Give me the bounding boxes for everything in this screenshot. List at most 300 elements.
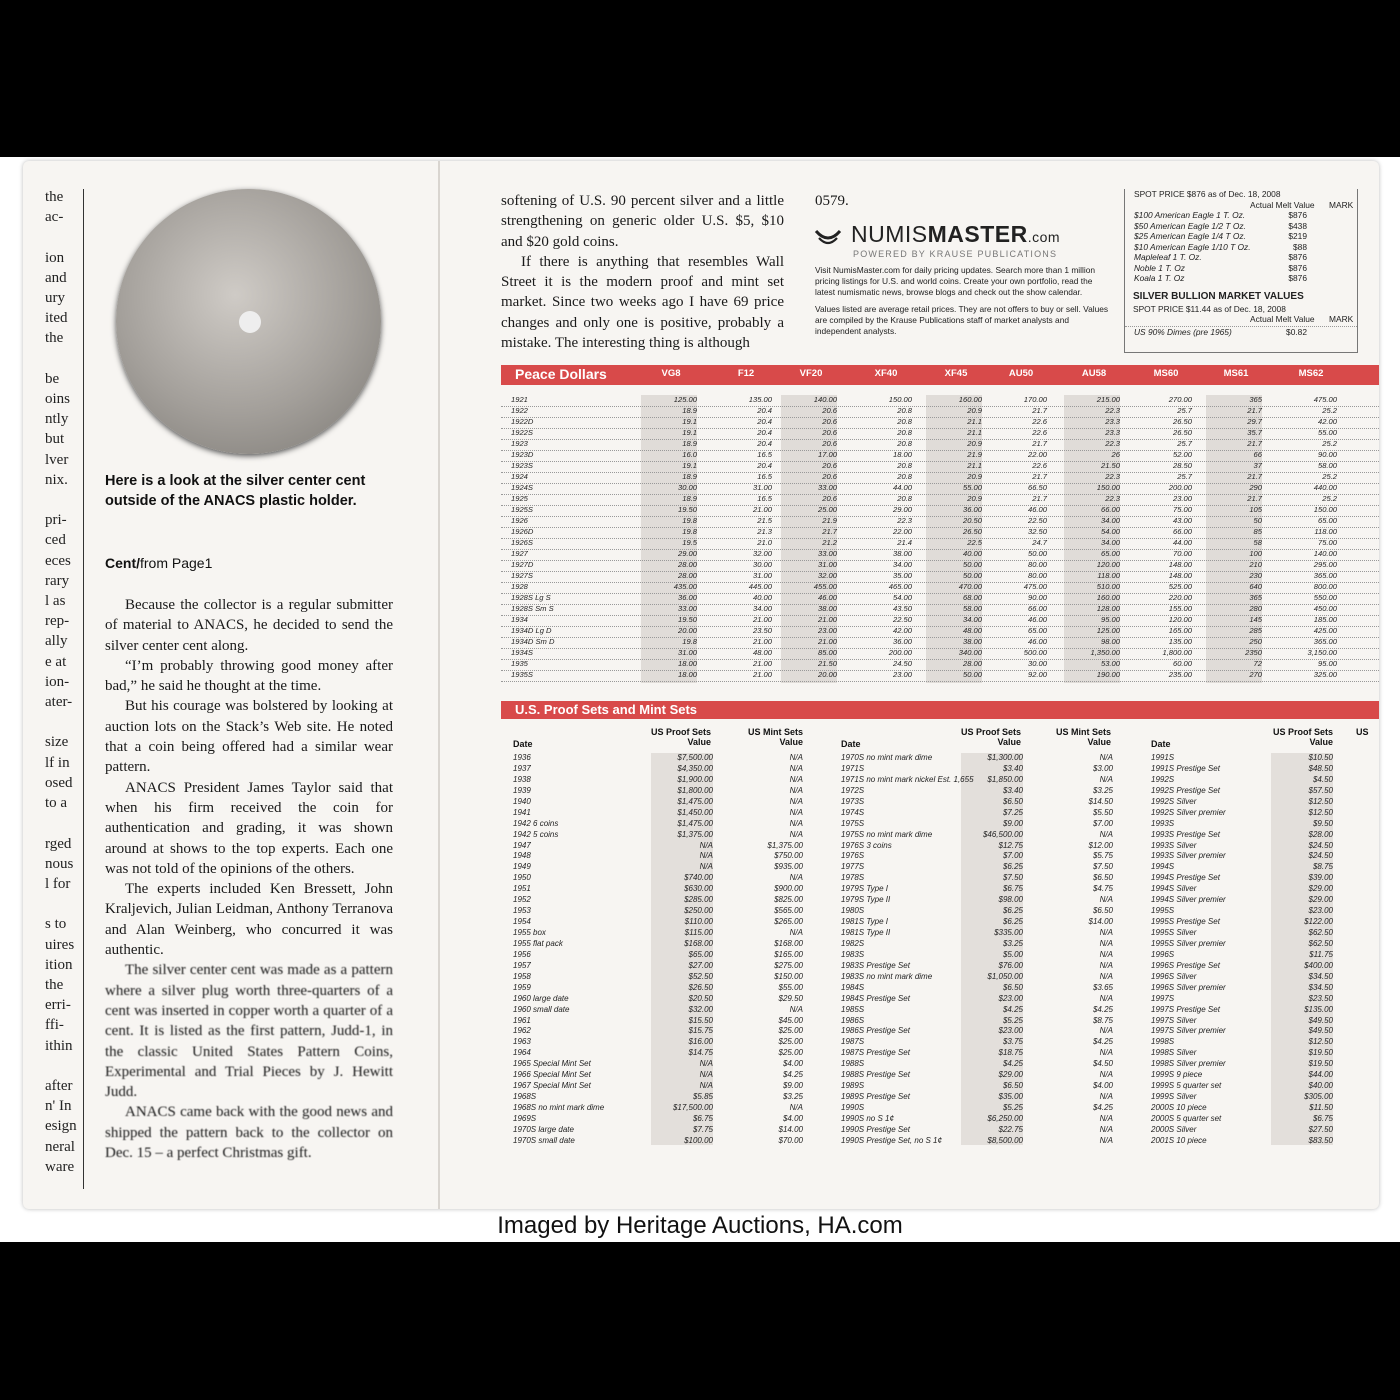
peace-dollar-value: 26.50 bbox=[1172, 417, 1192, 426]
peace-dollar-value: 32.50 bbox=[1027, 527, 1047, 536]
proof-set-value: $83.50 bbox=[1308, 1135, 1333, 1145]
proof-set-value: $57.50 bbox=[1308, 785, 1333, 795]
peace-dollar-date: 1934S bbox=[511, 648, 533, 657]
peace-dollar-value: 22.3 bbox=[1105, 472, 1120, 481]
proof-set-date: 1968S bbox=[513, 1092, 537, 1102]
bullion-label: Mapleleaf 1 T. Oz. bbox=[1134, 252, 1202, 262]
market-paragraph: softening of U.S. 90 percent silver and a little strengthening on generic older U.S. $5, $10 and $20 gold coins. bbox=[501, 193, 784, 250]
peace-dollar-date: 1928S Sm S bbox=[511, 604, 554, 613]
peace-dollar-date: 1935S bbox=[511, 670, 533, 679]
peace-dollar-value: 30.00 bbox=[1027, 659, 1047, 668]
peace-dollar-value: 20.8 bbox=[897, 428, 912, 437]
proof-set-date: 1996S Prestige Set bbox=[1151, 960, 1220, 970]
bullion-label: Koala 1 T. Oz bbox=[1134, 273, 1185, 283]
peace-dollar-value: 66.00 bbox=[1100, 505, 1120, 514]
peace-dollar-value: 20.8 bbox=[897, 417, 912, 426]
edge-fragment: the bbox=[45, 330, 64, 347]
mint-set-value: N/A bbox=[1099, 895, 1113, 905]
peace-dollar-value: 20.4 bbox=[757, 428, 772, 437]
proof-set-value: $12.50 bbox=[1308, 796, 1333, 806]
peace-dollar-value: 470.00 bbox=[958, 582, 982, 591]
edge-fragment bbox=[45, 1056, 81, 1076]
proof-set-date: 1952 bbox=[513, 895, 531, 905]
proof-set-date: 1995S Silver premier bbox=[1151, 938, 1226, 948]
proof-set-date: 1956 bbox=[513, 949, 531, 959]
mint-set-value: $5.75 bbox=[1092, 851, 1113, 861]
proof-set-value: $15.50 bbox=[688, 1015, 713, 1025]
mint-set-value: $8.75 bbox=[1092, 1015, 1113, 1025]
peace-dollar-value: 340.00 bbox=[958, 648, 982, 657]
phone-fragment: 0579. bbox=[815, 193, 849, 209]
peace-dollar-value: 20.6 bbox=[822, 417, 837, 426]
peace-dollar-value: 31.00 bbox=[677, 648, 697, 657]
mint-set-value: $935.00 bbox=[774, 862, 803, 872]
peace-dollar-value: 2350 bbox=[1245, 648, 1262, 657]
peace-dollar-value: 525.00 bbox=[1168, 582, 1192, 591]
melt-header-row bbox=[1125, 314, 1357, 325]
proof-set-value: $11.50 bbox=[1309, 1103, 1333, 1112]
proof-set-date: 1940 bbox=[513, 796, 531, 806]
peace-dollar-value: 455.00 bbox=[813, 582, 837, 591]
edge-fragment: be bbox=[45, 370, 60, 387]
peace-dollar-value: 98.00 bbox=[1100, 637, 1120, 646]
edge-fragment: ater- bbox=[45, 694, 73, 711]
proof-set-value: $4.50 bbox=[1312, 774, 1333, 784]
peace-dollar-value: 85.00 bbox=[817, 648, 837, 657]
edge-fragment: ffi- bbox=[45, 1017, 64, 1034]
peace-dollar-value: 21.1 bbox=[967, 461, 982, 470]
mint-set-value: $4.75 bbox=[1092, 884, 1113, 894]
peace-dollar-date: 1928S Lg S bbox=[511, 593, 551, 602]
proof-set-date: 1951 bbox=[513, 884, 531, 894]
peace-dollar-value: 20.4 bbox=[757, 417, 772, 426]
mint-header: US Mint Sets bbox=[747, 727, 803, 737]
edge-fragment: n' In bbox=[45, 1098, 72, 1115]
peace-dollar-value: 18.9 bbox=[682, 472, 697, 481]
mint-set-value: N/A bbox=[1099, 993, 1113, 1003]
mint-set-value: $275.00 bbox=[774, 960, 803, 970]
peace-dollar-value: 21.00 bbox=[817, 637, 837, 646]
peace-dollar-value: 150.00 bbox=[1313, 505, 1337, 514]
grade-header: XF45 bbox=[944, 368, 968, 379]
peace-dollar-value: 29.7 bbox=[1247, 417, 1262, 426]
proof-set-value: $6.25 bbox=[1002, 917, 1023, 927]
story-paragraph: But his courage was bolstered by looking at auction lots on the Stack’s Web site. He noted that a coin being offered had a similar wear pattern. bbox=[105, 698, 393, 776]
proof-set-date: 1986S bbox=[841, 1015, 865, 1025]
image-credit: Imaged by Heritage Auctions, HA.com bbox=[497, 1212, 903, 1239]
bullion-value: $876 bbox=[1288, 210, 1307, 220]
peace-dollar-value: 280 bbox=[1249, 604, 1262, 613]
continued-heading bbox=[105, 555, 212, 571]
mint-set-value: N/A bbox=[1099, 1135, 1113, 1145]
peace-dollar-date: 1925S bbox=[511, 505, 533, 514]
proof-set-date: 1992S Prestige Set bbox=[1151, 785, 1220, 795]
proof-set-date: 1987S Prestige Set bbox=[841, 1048, 910, 1058]
peace-dollar-value: 19.1 bbox=[682, 461, 697, 470]
melt-value-header: Actual Melt Value bbox=[1250, 199, 1315, 210]
peace-dollar-value: 23.3 bbox=[1105, 417, 1120, 426]
photo-caption: Here is a look at the silver center cent outside of the ANACS plastic holder. bbox=[105, 473, 366, 509]
peace-dollar-value: 38.00 bbox=[962, 637, 982, 646]
peace-dollar-value: 150.00 bbox=[888, 395, 912, 404]
proof-set-date: 1989S Prestige Set bbox=[841, 1092, 910, 1102]
peace-dollar-value: 22.6 bbox=[1032, 428, 1047, 437]
peace-dollar-date: 1935 bbox=[511, 659, 528, 668]
gold-bullion-row bbox=[1125, 263, 1357, 274]
proof-set-value: $4,350.00 bbox=[677, 763, 713, 773]
peace-dollar-value: 32.00 bbox=[752, 549, 772, 558]
peace-dollar-value: 20.8 bbox=[897, 406, 912, 415]
peace-dollar-value: 38.00 bbox=[892, 549, 912, 558]
proof-set-value: $740.00 bbox=[684, 873, 713, 883]
proof-set-date: 1950 bbox=[513, 873, 531, 883]
proof-set-value: $12.75 bbox=[998, 840, 1023, 850]
proof-set-value: N/A bbox=[699, 1059, 713, 1069]
proof-set-value: $19.50 bbox=[1308, 1048, 1333, 1058]
peace-dollar-value: 24.50 bbox=[892, 659, 912, 668]
peace-dollar-value: 19.5 bbox=[682, 538, 697, 547]
peace-dollar-value: 148.00 bbox=[1168, 571, 1192, 580]
peace-dollar-value: 25.00 bbox=[817, 505, 837, 514]
proof-set-value: $8,500.00 bbox=[987, 1135, 1023, 1145]
mint-set-value: N/A bbox=[1099, 938, 1113, 948]
proof-set-value: $49.50 bbox=[1308, 1015, 1333, 1025]
peace-dollar-value: 22.6 bbox=[1032, 461, 1047, 470]
peace-dollar-value: 34.00 bbox=[1100, 538, 1120, 547]
proof-set-value: $7.75 bbox=[692, 1124, 713, 1134]
peace-dollar-value: 22.5 bbox=[967, 538, 982, 547]
peace-dollar-value: 44.00 bbox=[892, 483, 912, 492]
peace-dollar-value: 21.2 bbox=[822, 538, 837, 547]
peace-dollar-value: 365.00 bbox=[1313, 571, 1337, 580]
proof-set-value: $1,475.00 bbox=[677, 818, 713, 828]
proof-value-header: Value bbox=[1309, 737, 1333, 747]
peace-dollar-value: 18.00 bbox=[677, 670, 697, 679]
proof-set-value: $3.40 bbox=[1002, 785, 1023, 795]
proof-set-value: $1,300.00 bbox=[987, 753, 1023, 762]
mint-set-value: $4.25 bbox=[1092, 1004, 1113, 1014]
grade-header: AU58 bbox=[1081, 368, 1107, 379]
mint-set-value: N/A bbox=[789, 774, 803, 784]
peace-dollar-value: 25.2 bbox=[1322, 406, 1337, 415]
peace-dollar-value: 20.8 bbox=[897, 472, 912, 481]
proof-set-date: 1975S no mint mark dime bbox=[841, 829, 933, 839]
peace-dollar-value: 16.5 bbox=[757, 472, 772, 481]
edge-fragment: ury bbox=[45, 290, 65, 307]
peace-dollar-date: 1934D Lg D bbox=[511, 626, 552, 635]
peace-dollar-date: 1926S bbox=[511, 538, 533, 547]
peace-dollars-body bbox=[501, 395, 1379, 685]
peace-dollar-value: 250 bbox=[1249, 637, 1262, 646]
peace-dollar-value: 155.00 bbox=[1168, 604, 1192, 613]
proof-set-value: $285.00 bbox=[684, 895, 713, 905]
peace-dollar-value: 50.00 bbox=[962, 670, 982, 679]
mint-set-value: $14.00 bbox=[1088, 917, 1113, 927]
peace-dollar-value: 20.4 bbox=[757, 439, 772, 448]
peace-dollar-value: 365 bbox=[1249, 593, 1262, 602]
peace-dollar-value: 85 bbox=[1253, 527, 1262, 536]
bullion-label: US 90% Dimes (pre 1965) bbox=[1134, 327, 1232, 337]
proof-set-date: 1962 bbox=[513, 1026, 531, 1036]
peace-dollar-value: 48.00 bbox=[752, 648, 772, 657]
proof-sets-header bbox=[501, 701, 1379, 719]
mint-set-value: $25.00 bbox=[778, 1037, 803, 1047]
logo-wordmark: NUMISMASTER.com bbox=[851, 221, 1061, 247]
peace-dollar-value: 21.50 bbox=[1100, 461, 1120, 470]
edge-fragment: rged bbox=[45, 835, 72, 852]
peace-dollar-value: 36.00 bbox=[677, 593, 697, 602]
proof-set-value: $24.50 bbox=[1308, 840, 1333, 850]
peace-dollar-value: 58 bbox=[1253, 538, 1262, 547]
peace-dollar-value: 54.00 bbox=[892, 593, 912, 602]
mint-set-value: $5.50 bbox=[1092, 807, 1113, 817]
proof-set-date: 1990S Prestige Set bbox=[841, 1124, 910, 1134]
peace-dollar-value: 22.3 bbox=[897, 516, 912, 525]
edge-fragment: after bbox=[45, 1077, 73, 1094]
peace-dollar-value: 16.5 bbox=[757, 450, 772, 459]
proof-set-date: 1959 bbox=[513, 982, 531, 992]
peace-dollar-date: 1922D bbox=[511, 417, 534, 426]
proof-set-value: $46,500.00 bbox=[982, 829, 1023, 839]
melt-header-row bbox=[1125, 200, 1357, 211]
peace-dollar-value: 31.00 bbox=[752, 571, 772, 580]
proof-sets-title: U.S. Proof Sets and Mint Sets bbox=[515, 702, 698, 717]
proof-value-header: Value bbox=[997, 737, 1021, 747]
peace-dollar-value: 22.3 bbox=[1105, 439, 1120, 448]
peace-dollar-value: 325.00 bbox=[1313, 670, 1337, 679]
proof-set-value: $15.75 bbox=[688, 1026, 713, 1036]
peace-dollar-value: 36.00 bbox=[962, 505, 982, 514]
mint-set-value: $70.00 bbox=[778, 1135, 803, 1145]
peace-dollar-value: 46.00 bbox=[1027, 505, 1047, 514]
peace-dollar-value: 36.00 bbox=[892, 637, 912, 646]
peace-dollar-value: 55.00 bbox=[962, 483, 982, 492]
proof-set-value: $10.50 bbox=[1308, 753, 1333, 762]
peace-dollar-value: 21.5 bbox=[757, 516, 772, 525]
story-paragraph: The experts included Ken Bressett, John Kraljevich, Julian Leidman, Anthony Terranova and Alan Weinberg, who concurred it was authentic. bbox=[105, 881, 393, 959]
peace-dollar-value: 25.7 bbox=[1177, 472, 1192, 481]
gold-spot-row bbox=[1125, 189, 1357, 200]
peace-dollar-value: 46.00 bbox=[1027, 637, 1047, 646]
peace-dollar-value: 22.3 bbox=[1105, 406, 1120, 415]
gold-bullion-row bbox=[1125, 273, 1357, 284]
peace-dollar-value: 160.00 bbox=[1096, 593, 1120, 602]
peace-dollar-value: 60.00 bbox=[1172, 659, 1192, 668]
proof-set-date: 1983S Prestige Set bbox=[841, 960, 910, 970]
peace-dollar-value: 165.00 bbox=[1168, 626, 1192, 635]
peace-dollar-value: 21.3 bbox=[757, 527, 772, 536]
proof-set-value: $6,250.00 bbox=[987, 1113, 1023, 1123]
proof-set-value: $3.75 bbox=[1002, 1037, 1023, 1047]
proof-set-value: $28.00 bbox=[1308, 829, 1333, 839]
proof-set-value: $18.75 bbox=[998, 1048, 1023, 1058]
proof-set-date: 1992S bbox=[1151, 774, 1175, 784]
peace-dollar-value: 23.3 bbox=[1105, 428, 1120, 437]
peace-dollar-value: 22.00 bbox=[1027, 450, 1047, 459]
peace-dollar-value: 23.50 bbox=[752, 626, 772, 635]
proof-set-date: 1975S bbox=[841, 818, 865, 828]
peace-dollar-value: 40.00 bbox=[752, 593, 772, 602]
edge-fragment: lver bbox=[45, 451, 69, 468]
gold-spot-price: SPOT PRICE $876 as of Dec. 18, 2008 bbox=[1134, 189, 1281, 199]
peace-dollar-value: 290 bbox=[1249, 483, 1262, 492]
peace-dollar-value: 20.9 bbox=[967, 439, 982, 448]
bullion-label: $10 American Eagle 1/10 T Oz. bbox=[1134, 241, 1251, 252]
peace-dollar-value: 72 bbox=[1253, 659, 1262, 668]
mint-set-value: N/A bbox=[789, 1103, 803, 1112]
mint-set-value: $55.00 bbox=[778, 982, 803, 992]
edge-fragment bbox=[45, 227, 81, 247]
proof-set-value: $12.50 bbox=[1308, 1037, 1333, 1047]
proof-set-value: $34.50 bbox=[1308, 982, 1333, 992]
peace-dollar-value: 34.00 bbox=[892, 560, 912, 569]
proof-set-date: 1986S Prestige Set bbox=[841, 1026, 910, 1036]
proof-set-value: $1,850.00 bbox=[987, 774, 1023, 784]
peace-dollar-value: 20.6 bbox=[822, 428, 837, 437]
peace-dollar-value: 66.00 bbox=[1172, 527, 1192, 536]
proof-set-value: $9.50 bbox=[1312, 818, 1333, 828]
mint-set-value: $3.25 bbox=[782, 1092, 803, 1102]
peace-dollar-value: 20.6 bbox=[822, 472, 837, 481]
peace-dollar-value: 20.00 bbox=[677, 626, 697, 635]
peace-dollar-value: 23.00 bbox=[817, 626, 837, 635]
mint-value-header: Value bbox=[1087, 737, 1111, 747]
proof-set-value: $1,050.00 bbox=[987, 971, 1023, 981]
proof-set-value: $1,900.00 bbox=[677, 774, 713, 784]
peace-dollar-value: 135.00 bbox=[1168, 637, 1192, 646]
peace-dollar-value: 58.00 bbox=[1317, 461, 1337, 470]
peace-dollar-value: 30.00 bbox=[752, 560, 772, 569]
gold-bullion-row bbox=[1125, 242, 1357, 253]
continued-from: from Page1 bbox=[140, 555, 213, 571]
mint-set-value: N/A bbox=[1099, 1026, 1113, 1036]
bullion-label: $25 American Eagle 1/4 T Oz. bbox=[1134, 231, 1246, 241]
peace-dollar-value: 200.00 bbox=[1168, 483, 1192, 492]
peace-dollar-value: 21.7 bbox=[1247, 406, 1262, 415]
peace-dollar-value: 58.00 bbox=[962, 604, 982, 613]
peace-dollar-value: 170.00 bbox=[1023, 395, 1047, 404]
peace-dollar-value: 125.00 bbox=[1096, 626, 1120, 635]
mint-set-value: N/A bbox=[789, 873, 803, 883]
peace-dollar-value: 500.00 bbox=[1023, 648, 1047, 657]
peace-dollar-value: 17.00 bbox=[817, 450, 837, 459]
proof-set-value: $6.50 bbox=[1002, 796, 1023, 806]
edge-fragment: erri- bbox=[45, 997, 71, 1014]
peace-dollar-value: 190.00 bbox=[1096, 670, 1120, 679]
peace-dollar-value: 21.4 bbox=[897, 538, 912, 547]
proof-set-date: 1996S bbox=[1151, 949, 1175, 959]
proof-set-date: 1971S bbox=[841, 763, 865, 773]
peace-dollar-value: 19.8 bbox=[682, 527, 697, 536]
peace-dollar-value: 20.9 bbox=[967, 494, 982, 503]
mint-set-value: N/A bbox=[1099, 928, 1113, 937]
edge-fragment bbox=[45, 894, 81, 914]
proof-set-date: 1969S bbox=[513, 1113, 537, 1123]
peace-dollar-value: 160.00 bbox=[958, 395, 982, 404]
proof-set-date: 1995S bbox=[1151, 906, 1175, 916]
bullion-value: $0.82 bbox=[1286, 327, 1307, 337]
proof-set-value: $12.50 bbox=[1308, 807, 1333, 817]
silver-plug bbox=[239, 311, 261, 333]
edge-fragment: l as bbox=[45, 593, 66, 610]
peace-dollar-value: 21.00 bbox=[752, 505, 772, 514]
edge-fragment: l for bbox=[45, 875, 71, 892]
peace-dollar-date: 1923S bbox=[511, 461, 533, 470]
bullion-value: $88 bbox=[1293, 241, 1307, 252]
proof-set-date: 1990S no S 1¢ bbox=[841, 1113, 894, 1123]
edge-fragment: lf in bbox=[45, 754, 70, 771]
peace-dollar-value: 270.00 bbox=[1168, 395, 1192, 404]
proof-set-value: $35.00 bbox=[998, 1092, 1023, 1102]
mint-set-value: $4.25 bbox=[782, 1070, 803, 1080]
numismaster-info bbox=[815, 265, 1110, 343]
peace-dollar-value: 21.1 bbox=[967, 428, 982, 437]
proof-set-date: 1992S Silver premier bbox=[1151, 807, 1226, 817]
proof-set-value: $27.50 bbox=[1308, 1124, 1333, 1134]
proof-set-date: 1973S bbox=[841, 796, 865, 806]
peace-dollar-value: 33.00 bbox=[817, 549, 837, 558]
proof-set-value: $29.00 bbox=[1308, 884, 1333, 894]
proof-set-value: N/A bbox=[699, 840, 713, 850]
proof-set-date: 1991S Prestige Set bbox=[1151, 763, 1220, 773]
proof-set-date: 1993S bbox=[1151, 818, 1175, 828]
bullion-label: $100 American Eagle 1 T. Oz. bbox=[1134, 210, 1246, 220]
peace-dollar-value: 19.8 bbox=[682, 516, 697, 525]
peace-dollar-value: 19.50 bbox=[677, 615, 697, 624]
edge-fragment: and bbox=[45, 269, 67, 286]
peace-dollar-value: 185.00 bbox=[1313, 615, 1337, 624]
peace-dollar-value: 90.00 bbox=[1027, 593, 1047, 602]
grade-header: F12 bbox=[737, 368, 755, 379]
proof-set-date: 1984S bbox=[841, 982, 865, 992]
peace-dollar-value: 210 bbox=[1249, 560, 1262, 569]
peace-dollar-value: 21.1 bbox=[967, 417, 982, 426]
proof-set-value: $9.00 bbox=[1002, 818, 1023, 828]
peace-dollar-value: 120.00 bbox=[1096, 560, 1120, 569]
bullion-label: $50 American Eagle 1/2 T Oz. bbox=[1134, 220, 1246, 231]
proof-set-date: 1960 large date bbox=[513, 993, 569, 1003]
peace-dollar-value: 28.50 bbox=[1172, 461, 1192, 470]
mint-set-value: N/A bbox=[1099, 1070, 1113, 1080]
proof-set-date: 1998S Silver bbox=[1151, 1048, 1197, 1058]
peace-dollar-value: 21.00 bbox=[817, 615, 837, 624]
proof-header: US Proof Sets bbox=[1272, 727, 1333, 737]
peace-dollar-value: 425.00 bbox=[1313, 626, 1337, 635]
edge-fragment: s to bbox=[45, 916, 67, 933]
peace-dollar-date: 1926D bbox=[511, 527, 534, 536]
mint-set-value: N/A bbox=[789, 1004, 803, 1014]
peace-dollar-value: 25.7 bbox=[1177, 406, 1192, 415]
proof-set-value: $27.00 bbox=[688, 960, 713, 970]
peace-dollar-value: 48.00 bbox=[962, 626, 982, 635]
mint-set-value: N/A bbox=[789, 785, 803, 795]
proof-set-date: 1994S Silver bbox=[1151, 884, 1197, 894]
peace-dollar-value: 135.00 bbox=[748, 395, 772, 404]
proof-set-value: $24.50 bbox=[1308, 851, 1333, 861]
peace-dollar-value: 28.00 bbox=[962, 659, 982, 668]
proof-set-value: $52.50 bbox=[688, 971, 713, 981]
mint-set-value: $265.00 bbox=[774, 917, 803, 927]
proof-value-header: Value bbox=[687, 737, 711, 747]
mint-set-value: $45.00 bbox=[778, 1015, 803, 1025]
mint-set-value: $25.00 bbox=[778, 1026, 803, 1036]
peace-dollar-value: 20.4 bbox=[757, 406, 772, 415]
peace-dollar-value: 18.9 bbox=[682, 494, 697, 503]
proof-set-date: 2001S 10 piece bbox=[1151, 1135, 1207, 1145]
peace-dollar-date: 1928 bbox=[511, 582, 528, 591]
edge-fragment bbox=[45, 813, 81, 833]
mint-set-value: N/A bbox=[789, 829, 803, 839]
